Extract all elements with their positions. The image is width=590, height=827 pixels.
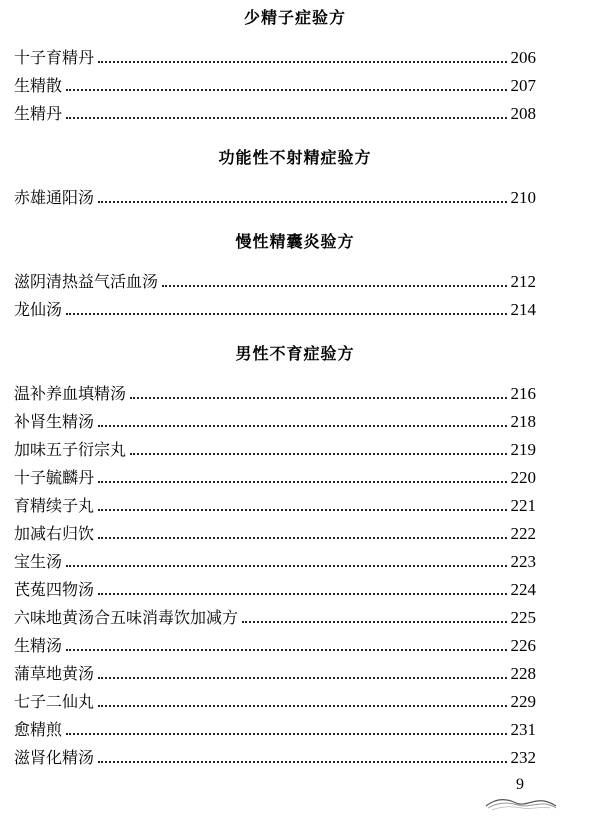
entry-name: 十子毓麟丹 xyxy=(14,468,95,487)
dot-leader xyxy=(66,117,506,119)
dot-leader xyxy=(130,397,506,399)
entry-page: 212 xyxy=(510,272,536,291)
toc-entry xyxy=(14,436,536,460)
entry-name: 加减右归饮 xyxy=(14,524,95,543)
entry-page: 225 xyxy=(510,608,536,627)
entry-page: 220 xyxy=(510,468,536,487)
dot-leader xyxy=(98,593,506,595)
entry-page: 207 xyxy=(510,76,536,95)
entry-page: 229 xyxy=(510,692,536,711)
entry-name: 滋肾化精汤 xyxy=(14,748,95,767)
entry-page: 232 xyxy=(510,748,536,767)
section-title: 男性不育症验方 xyxy=(235,344,355,363)
toc-entry xyxy=(14,268,536,292)
entry-page: 222 xyxy=(510,524,536,543)
dot-leader xyxy=(98,509,506,511)
dot-leader xyxy=(162,285,506,287)
wave-ornament-icon xyxy=(484,795,558,811)
dot-leader xyxy=(242,621,506,623)
entry-name: 温补养血填精汤 xyxy=(14,384,127,403)
toc-entry xyxy=(14,464,536,488)
toc-entry xyxy=(14,520,536,544)
entry-name: 六味地黄汤合五味消毒饮加减方 xyxy=(14,608,239,627)
entry-page: 224 xyxy=(510,580,536,599)
toc-entry xyxy=(14,660,536,684)
toc-entry xyxy=(14,688,536,712)
entry-name: 宝生汤 xyxy=(14,552,63,571)
entry-name: 生精散 xyxy=(14,76,63,95)
entry-name: 赤雄通阳汤 xyxy=(14,188,95,207)
toc-entry xyxy=(14,44,536,68)
dot-leader xyxy=(98,481,506,483)
entry-name: 龙仙汤 xyxy=(14,300,63,319)
entry-name: 加味五子衍宗丸 xyxy=(14,440,127,459)
dot-leader xyxy=(98,201,506,203)
toc-entry xyxy=(14,744,536,768)
entry-name: 蒲草地黄汤 xyxy=(14,664,95,683)
section-title: 少精子症验方 xyxy=(243,8,346,27)
toc-entry xyxy=(14,576,536,600)
entry-page: 221 xyxy=(510,496,536,515)
dot-leader xyxy=(66,89,506,91)
toc-entry xyxy=(14,548,536,572)
dot-leader xyxy=(130,453,506,455)
entry-name: 生精汤 xyxy=(14,636,63,655)
entry-name: 育精续子丸 xyxy=(14,496,95,515)
entry-page: 228 xyxy=(510,664,536,683)
toc-entry xyxy=(14,716,536,740)
toc-entry xyxy=(14,604,536,628)
toc-entry xyxy=(14,632,536,656)
toc-entry xyxy=(14,492,536,516)
entry-name: 滋阴清热益气活血汤 xyxy=(14,272,159,291)
entry-name: 生精丹 xyxy=(14,104,63,123)
dot-leader xyxy=(66,649,506,651)
dot-leader xyxy=(98,677,506,679)
entry-page: 219 xyxy=(510,440,536,459)
entry-page: 206 xyxy=(510,48,536,67)
toc-entry xyxy=(14,72,536,96)
entry-page: 216 xyxy=(510,384,536,403)
toc-entry xyxy=(14,184,536,208)
entry-name: 十子育精丹 xyxy=(14,48,95,67)
section-title: 功能性不射精症验方 xyxy=(218,148,372,167)
toc-entry xyxy=(14,408,536,432)
entry-page: 223 xyxy=(510,552,536,571)
entry-page: 210 xyxy=(510,188,536,207)
toc-entry xyxy=(14,296,536,320)
entry-page: 226 xyxy=(510,636,536,655)
toc-entry xyxy=(14,100,536,124)
dot-leader xyxy=(98,425,506,427)
entry-name: 补肾生精汤 xyxy=(14,412,95,431)
dot-leader xyxy=(66,733,506,735)
entry-name: 愈精煎 xyxy=(14,720,63,739)
toc-entry xyxy=(14,380,536,404)
entry-name: 芪菟四物汤 xyxy=(14,580,95,599)
dot-leader xyxy=(66,313,506,315)
section-title: 慢性精囊炎验方 xyxy=(235,232,355,251)
dot-leader xyxy=(98,761,506,763)
entry-name: 七子二仙丸 xyxy=(14,692,95,711)
dot-leader xyxy=(98,61,506,63)
entry-page: 218 xyxy=(510,412,536,431)
page-number: 9 xyxy=(516,776,524,793)
dot-leader xyxy=(98,537,506,539)
dot-leader xyxy=(98,705,506,707)
entry-page: 231 xyxy=(510,720,536,739)
entry-page: 214 xyxy=(510,300,536,319)
entry-page: 208 xyxy=(510,104,536,123)
dot-leader xyxy=(66,565,506,567)
